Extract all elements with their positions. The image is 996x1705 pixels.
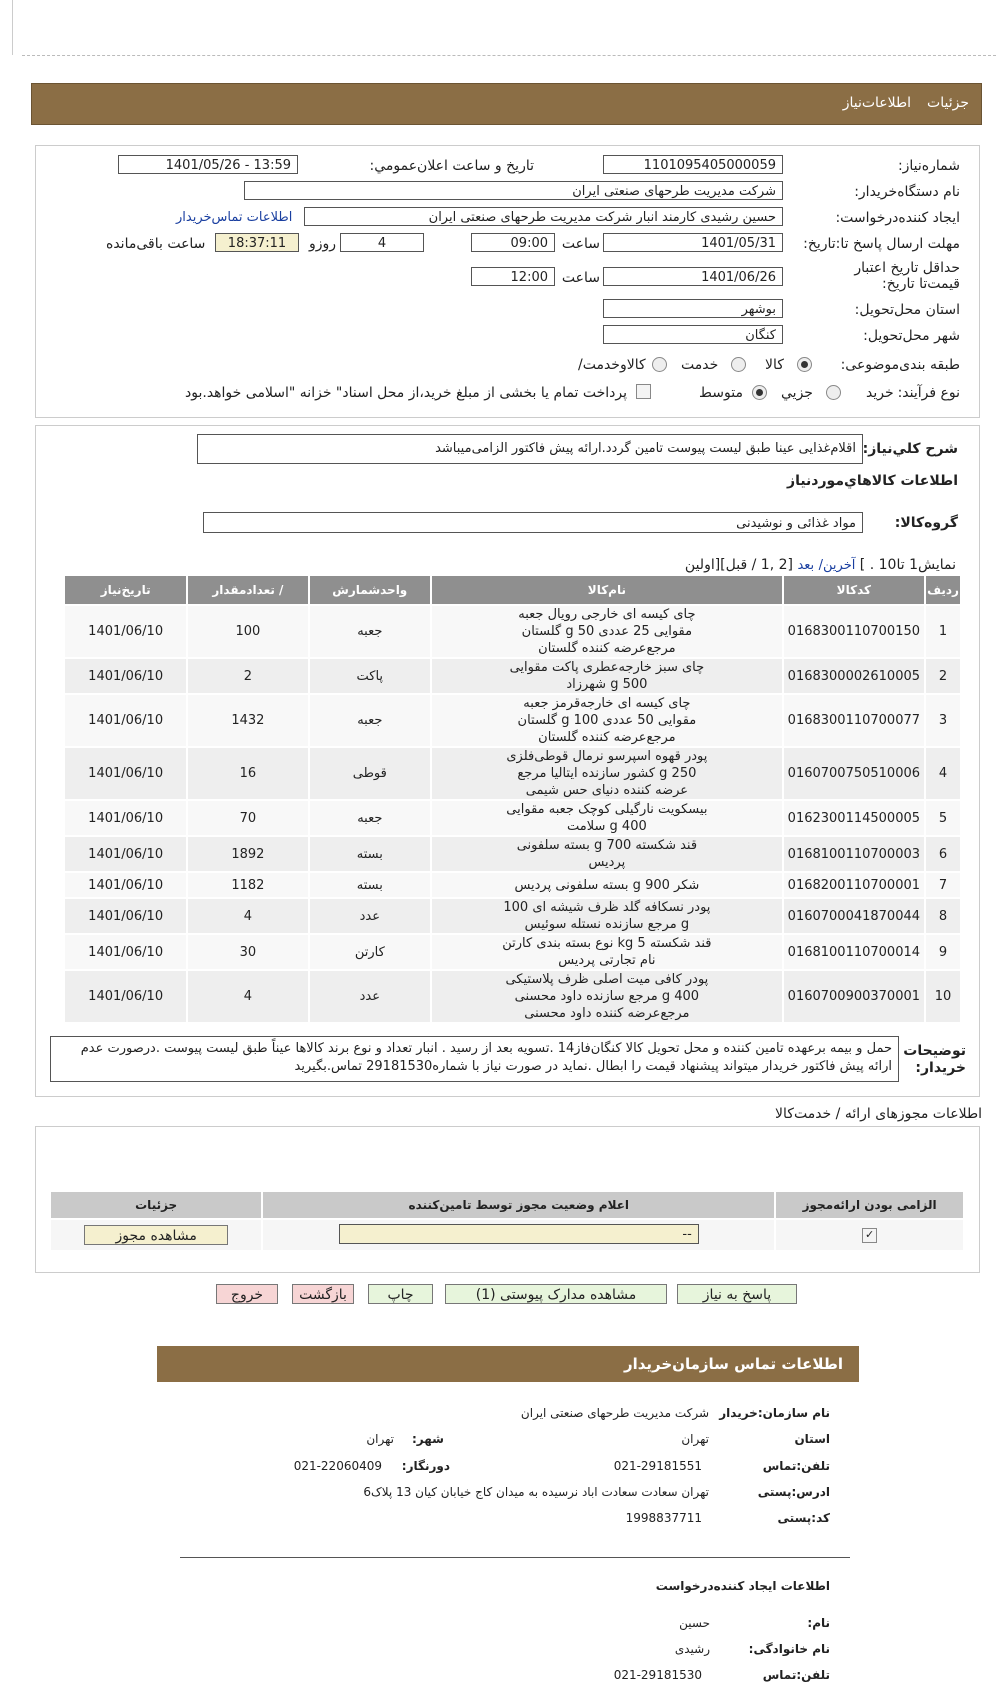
category-service-label: خدمت bbox=[681, 357, 719, 373]
row-code: 0160700900370001 bbox=[783, 970, 925, 1023]
row-name: پودر نسکافه گلد ظرف شیشه ای 100 g مرجع سازنده نستله سوئیس bbox=[431, 898, 783, 934]
table-row bbox=[64, 898, 961, 934]
postal-value: 1998837711 bbox=[625, 1511, 702, 1525]
print-button[interactable]: چاپ bbox=[368, 1284, 433, 1304]
process-buy-label: خرید bbox=[866, 385, 894, 401]
summary-label: شرح کلي‌نیاز: bbox=[862, 441, 958, 457]
creator-field: حسین رشیدی کارمند انبار شرکت مدیریت طرحهای صنعتی ایران bbox=[304, 207, 783, 226]
row-number: 1 bbox=[925, 605, 961, 658]
min-validity-time-label: ساعت bbox=[561, 270, 600, 286]
lic-status-cell bbox=[262, 1219, 775, 1251]
buyer-label: نام دستگاه‌خریدار: bbox=[854, 184, 960, 200]
row-qty: 1892 bbox=[187, 836, 308, 872]
row-number: 7 bbox=[925, 872, 961, 898]
lic-details-cell bbox=[50, 1219, 262, 1251]
buyer-field: شرکت مدیریت طرحهای صنعتی ایران bbox=[244, 181, 783, 200]
pagination-range: نمایش1 تا10 . ] bbox=[859, 557, 956, 573]
contact-city-label: شهر: bbox=[412, 1432, 444, 1446]
table-row bbox=[64, 934, 961, 970]
first-name-value: حسین bbox=[679, 1616, 710, 1630]
last-name-label: نام خانوادگی: bbox=[748, 1642, 830, 1656]
row-unit: جعبه bbox=[309, 605, 432, 658]
table-row bbox=[64, 800, 961, 836]
category-both-radio[interactable] bbox=[652, 357, 667, 372]
creator-section-title: اطلاعات ایجاد کننده‌درخواست bbox=[655, 1579, 830, 1593]
lic-status-field[interactable]: -- bbox=[339, 1224, 699, 1244]
deadline-date-field: 1401/05/31 bbox=[603, 233, 783, 252]
row-name: شکر 900 g بسته سلفونی پردیس bbox=[431, 872, 783, 898]
days-label: روزو bbox=[309, 236, 337, 252]
row-date: 1401/06/10 bbox=[64, 658, 187, 694]
exit-button[interactable]: خروج bbox=[216, 1284, 278, 1304]
goods-group-field: مواد غذائی و نوشیدنی bbox=[203, 512, 863, 533]
treasury-payment-checkbox[interactable] bbox=[636, 384, 651, 399]
row-date: 1401/06/10 bbox=[64, 898, 187, 934]
reply-button[interactable]: پاسخ به نیاز bbox=[677, 1284, 797, 1304]
col-date-header: تاریخ‌نیاز bbox=[64, 575, 187, 605]
row-code: 0168200110700001 bbox=[783, 872, 925, 898]
row-code: 0168300110700077 bbox=[783, 694, 925, 747]
address-value: تهران سعادت سعادت اباد نرسیده به میدان کاج خیابان کیان 13 پلاک6 bbox=[363, 1485, 709, 1499]
buyer-notes-label: توضیحات خریدار: bbox=[903, 1043, 966, 1076]
row-date: 1401/06/10 bbox=[64, 872, 187, 898]
row-name: چای کیسه ای خارجه‌قرمز جعبه مقوایی 50 عددی 100 g گلستان مرجع‌عرضه کننده گلستان bbox=[431, 694, 783, 747]
row-date: 1401/06/10 bbox=[64, 970, 187, 1023]
row-name: چای کیسه ای خارجی رویال جعبه مقوایی 25 عددی 50 g گلستان مرجع‌عرضه کننده گلستان bbox=[431, 605, 783, 658]
lic-status-header: اعلام وضعیت مجوز توسط تامین‌کننده bbox=[262, 1191, 775, 1219]
row-unit: قوطی bbox=[309, 747, 432, 800]
row-qty: 4 bbox=[187, 970, 308, 1023]
pagination-pages: [2 ,1 / قبل][اولین bbox=[684, 557, 793, 573]
col-row-header: ردیف bbox=[925, 575, 961, 605]
row-date: 1401/06/10 bbox=[64, 605, 187, 658]
row-unit: پاکت bbox=[309, 658, 432, 694]
tab-details[interactable]: جزئیات bbox=[927, 95, 969, 111]
row-number: 6 bbox=[925, 836, 961, 872]
row-name: پودر قهوه اسپرسو نرمال قوطی‌فلزی 250 g کشور سازنده ایتالیا مرجع عرضه کننده دنیای حس شیمی bbox=[431, 747, 783, 800]
last-name-value: رشیدی bbox=[674, 1642, 710, 1656]
row-qty: 100 bbox=[187, 605, 308, 658]
back-button[interactable]: بازگشت bbox=[292, 1284, 354, 1304]
row-qty: 30 bbox=[187, 934, 308, 970]
contact-divider bbox=[180, 1557, 850, 1558]
view-license-button[interactable]: مشاهده مجوز bbox=[84, 1225, 228, 1245]
treasury-payment-note: پرداخت تمام یا بخشی از مبلغ خرید،از محل اسناد" خزانه "اسلامی خواهد.بود bbox=[185, 385, 628, 401]
row-unit: عدد bbox=[309, 898, 432, 934]
row-date: 1401/06/10 bbox=[64, 836, 187, 872]
min-validity-label: حداقل تاریخ اعتبار قیمت‌تا تاریخ: bbox=[854, 260, 960, 292]
category-goods-label: کالا bbox=[765, 357, 784, 373]
col-code-header: کدکالا bbox=[783, 575, 925, 605]
license-row bbox=[50, 1219, 964, 1251]
table-row bbox=[64, 970, 961, 1023]
row-date: 1401/06/10 bbox=[64, 934, 187, 970]
attachments-button[interactable]: مشاهده مدارک پیوستی (1) bbox=[445, 1284, 667, 1304]
process-partial-label: جزیي bbox=[781, 385, 813, 401]
goods-group-label: گروه‌کالا: bbox=[894, 515, 958, 531]
row-number: 5 bbox=[925, 800, 961, 836]
contact-province-value: تهران bbox=[681, 1432, 709, 1446]
goods-info-title: اطلاعات کالاهاي‌موردنیاز bbox=[787, 473, 958, 489]
table-row bbox=[64, 747, 961, 800]
row-date: 1401/06/10 bbox=[64, 694, 187, 747]
row-unit: جعبه bbox=[309, 694, 432, 747]
pagination-next-link[interactable]: بعد bbox=[797, 558, 815, 573]
row-qty: 1432 bbox=[187, 694, 308, 747]
org-value: شرکت مدیریت طرحهای صنعتی ایران bbox=[520, 1406, 709, 1420]
row-code: 0162300114500005 bbox=[783, 800, 925, 836]
contact-city-value: تهران bbox=[366, 1432, 394, 1446]
lic-required-checkbox[interactable]: ✓ bbox=[862, 1228, 877, 1243]
licenses-section-title: اطلاعات مجوزهای ارائه / خدمت‌کالا bbox=[775, 1106, 982, 1122]
category-both-label: کالاوخدمت/ bbox=[578, 357, 646, 373]
row-code: 0168100110700003 bbox=[783, 836, 925, 872]
row-number: 2 bbox=[925, 658, 961, 694]
min-validity-date-field: 1401/06/26 bbox=[603, 267, 783, 286]
announce-date-field: 1401/05/26 - 13:59 bbox=[118, 155, 298, 174]
row-name: چای سبز خارجه‌عطری پاکت مقوایی 500 g شهرزاد bbox=[431, 658, 783, 694]
contact-province-label: استان bbox=[794, 1432, 830, 1446]
row-name: قند شکسته 5 kg نوع بسته بندی کارتن نام تجارتی پردیس bbox=[431, 934, 783, 970]
row-qty: 1182 bbox=[187, 872, 308, 898]
table-row bbox=[64, 836, 961, 872]
org-label: نام سازمان:خریدار bbox=[719, 1406, 830, 1420]
address-label: ادرس:پستی bbox=[757, 1485, 830, 1499]
announce-date-label: تاریخ و ساعت اعلان‌عمومي: bbox=[369, 158, 534, 174]
contact-phone-value: 021-29181551 bbox=[613, 1459, 702, 1473]
col-name-header: نام‌کالا bbox=[431, 575, 783, 605]
row-code: 0168300002610005 bbox=[783, 658, 925, 694]
row-unit: بسته bbox=[309, 872, 432, 898]
contact-phone-label: تلفن:تماس bbox=[762, 1459, 830, 1473]
row-name: پودر کافی میت اصلی ظرف پلاستیکی 400 g مرجع سازنده داود محسنی مرجع‌عرضه کننده داود محسنی bbox=[431, 970, 783, 1023]
table-row bbox=[64, 872, 961, 898]
remaining-time-label: ساعت باقی‌مانده bbox=[106, 236, 206, 252]
row-number: 9 bbox=[925, 934, 961, 970]
table-row bbox=[64, 694, 961, 747]
row-qty: 16 bbox=[187, 747, 308, 800]
top-divider bbox=[22, 55, 996, 56]
process-label: نوع فرآیند: bbox=[897, 385, 960, 401]
category-label: طبقه بندی‌موضوعی: bbox=[840, 357, 960, 373]
row-name: قند شکسته 700 g بسته سلفونی پردیس bbox=[431, 836, 783, 872]
row-number: 4 bbox=[925, 747, 961, 800]
row-unit: جعبه bbox=[309, 800, 432, 836]
licenses-table bbox=[49, 1190, 965, 1252]
table-row bbox=[64, 658, 961, 694]
row-qty: 4 bbox=[187, 898, 308, 934]
province-field: بوشهر bbox=[603, 299, 783, 318]
row-unit: عدد bbox=[309, 970, 432, 1023]
contact-header bbox=[157, 1346, 859, 1382]
page-header bbox=[31, 83, 982, 125]
min-validity-time-field: 12:00 bbox=[471, 267, 555, 286]
contact-title: اطلاعات تماس سازمان‌خریدار bbox=[623, 1355, 843, 1373]
city-label: شهر محل‌تحویل: bbox=[863, 328, 960, 344]
row-qty: 70 bbox=[187, 800, 308, 836]
row-unit: بسته bbox=[309, 836, 432, 872]
row-number: 8 bbox=[925, 898, 961, 934]
row-code: 0160700041870044 bbox=[783, 898, 925, 934]
row-code: 0160700750510006 bbox=[783, 747, 925, 800]
deadline-time-label: ساعت bbox=[561, 236, 600, 252]
deadline-label: مهلت ارسال پاسخ تا:تاریخ: bbox=[803, 236, 960, 252]
lic-details-header: جزئیات bbox=[50, 1191, 262, 1219]
city-field: کنگان bbox=[603, 325, 783, 344]
need-number-label: شماره‌نیاز: bbox=[897, 158, 960, 174]
province-label: استان محل‌تحویل: bbox=[854, 302, 960, 318]
postal-label: کد:پستی bbox=[777, 1511, 830, 1525]
creator-label: ایجاد کننده‌درخواست: bbox=[835, 210, 960, 226]
row-code: 0168100110700014 bbox=[783, 934, 925, 970]
row-code: 0168300110700150 bbox=[783, 605, 925, 658]
category-service-radio[interactable] bbox=[731, 357, 746, 372]
deadline-time-field: 09:00 bbox=[471, 233, 555, 252]
contact-fax-label: دورنگار: bbox=[401, 1459, 450, 1473]
remaining-time-field: 18:37:11 bbox=[215, 233, 299, 252]
row-name: بیسکویت نارگیلی کوچک جعبه مقوایی 400 g سلامت bbox=[431, 800, 783, 836]
items-table bbox=[63, 574, 962, 1024]
creator-phone-value: 021-29181530 bbox=[613, 1668, 702, 1682]
row-date: 1401/06/10 bbox=[64, 747, 187, 800]
buyer-contact-link[interactable]: اطلاعات تماس‌خریدار bbox=[176, 210, 293, 225]
row-number: 10 bbox=[925, 970, 961, 1023]
left-border bbox=[12, 0, 13, 55]
row-qty: 2 bbox=[187, 658, 308, 694]
creator-phone-label: تلفن:تماس bbox=[762, 1668, 830, 1682]
process-medium-radio[interactable] bbox=[752, 385, 767, 400]
buyer-notes-field: حمل و بیمه برعهده تامین کننده و محل تحویل کالا کنگان‌فاز14 .تسویه بعد از رسید . انبار تعداد و نوع برند کالاها عیناً طبق لیست پیوست .درصورت عدم ارائه پیش فاکتور خریدار میتواند پیشنهاد قیمت را ابطال .نماید در صورت نیاز با شماره29181530 تماس.بگیرید bbox=[50, 1036, 899, 1082]
table-row bbox=[64, 605, 961, 658]
days-field: 4 bbox=[340, 233, 424, 252]
pagination bbox=[685, 557, 956, 573]
row-unit: کارتن bbox=[309, 934, 432, 970]
pagination-last-link[interactable]: آخرین/ bbox=[818, 558, 856, 573]
process-medium-label: متوسط bbox=[699, 385, 743, 401]
need-number-field: 1101095405000059 bbox=[603, 155, 783, 174]
first-name-label: نام: bbox=[807, 1616, 830, 1630]
row-date: 1401/06/10 bbox=[64, 800, 187, 836]
lic-required-cell bbox=[775, 1219, 964, 1251]
col-qty-header: / تعدادمقدار bbox=[187, 575, 308, 605]
row-number: 3 bbox=[925, 694, 961, 747]
summary-field: اقلام‌غذایی عینا طبق لیست پیوست تامین گردد.ارائه پیش فاکتور الزامی‌میباشد bbox=[197, 434, 863, 464]
category-goods-radio[interactable] bbox=[797, 357, 812, 372]
process-partial-radio[interactable] bbox=[826, 385, 841, 400]
lic-required-header: الزامی بودن ارائه‌مجوز bbox=[775, 1191, 964, 1219]
contact-fax-value: 021-22060409 bbox=[293, 1459, 382, 1473]
tab-need-info[interactable]: اطلاعات‌نیاز bbox=[842, 95, 912, 111]
col-unit-header: واحدشمارش bbox=[309, 575, 432, 605]
